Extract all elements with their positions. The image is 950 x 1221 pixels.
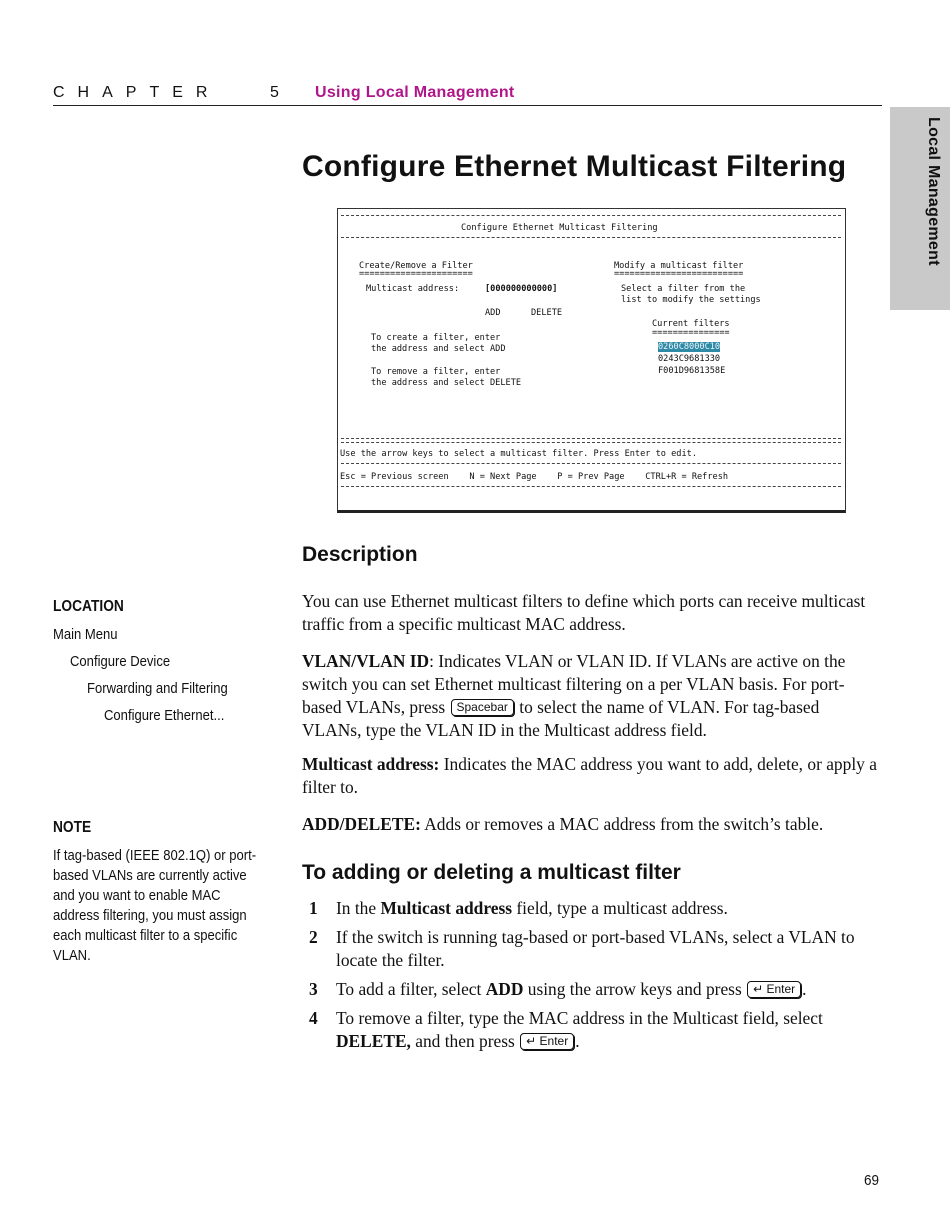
step-term: ADD — [485, 979, 524, 999]
step-number: 2 — [309, 927, 318, 947]
terminal-divider — [341, 463, 841, 464]
enter-key-label: Enter — [766, 982, 796, 996]
section-tab-label: Local Management — [925, 117, 942, 266]
multicast-term: Multicast address: — [302, 754, 440, 774]
location-item: Main Menu — [53, 627, 118, 643]
modify-help-line-1: Select a filter from the — [621, 284, 746, 294]
create-help-line-2: the address and select ADD — [371, 344, 506, 354]
step-number: 3 — [309, 979, 318, 999]
multicast-address-label: Multicast address: — [366, 284, 460, 294]
delete-button[interactable]: DELETE — [531, 308, 563, 318]
step-text: If the switch is running tag-based or port-based VLANs, select a VLAN to locate the filter. — [336, 927, 855, 970]
location-heading: LOCATION — [53, 598, 124, 615]
page-number: 69 — [864, 1172, 880, 1189]
vlan-text: : Indicates VLAN or VLAN ID. If VLANs are active on the switch you can set Ethernet multicast filtering on a per VLAN basis. For port-based VLANs, press — [302, 651, 846, 717]
step-text-part: To add a filter, select — [336, 979, 482, 999]
terminal-divider — [341, 237, 841, 238]
chapter-label: CHAPTER — [53, 84, 221, 101]
location-item: Configure Ethernet... — [104, 708, 225, 724]
filter-item[interactable]: F001D9681358E — [658, 366, 726, 376]
adddelete-term: ADD/DELETE: — [302, 814, 421, 834]
step-text-end: . — [802, 979, 807, 999]
section-tab — [890, 107, 950, 310]
terminal-screenshot — [337, 208, 846, 513]
chapter-title: Using Local Management — [315, 84, 515, 101]
step-number: 1 — [309, 898, 318, 918]
step-text-end: . — [575, 1031, 580, 1051]
multicast-address-field[interactable]: [000000000000] — [485, 284, 558, 294]
adddelete-paragraph — [302, 813, 882, 836]
heading-underline: ====================== — [359, 269, 473, 279]
page-title: Configure Ethernet Multicast Filtering — [302, 150, 847, 183]
step-text — [336, 1007, 884, 1053]
step-term: Multicast address — [380, 898, 513, 918]
enter-key-label: Enter — [539, 1034, 569, 1048]
step-term: DELETE, — [336, 1031, 411, 1051]
chapter-number: 5 — [270, 84, 279, 101]
step-text-part: using the arrow keys and press — [527, 979, 742, 999]
step-text-part: To remove a filter, type the MAC address in the Multicast field, select — [336, 1008, 823, 1028]
terminal-divider — [341, 215, 841, 216]
heading-underline: ========================= — [614, 269, 744, 279]
step-text-part: In the — [336, 898, 377, 918]
step-number: 4 — [309, 1008, 318, 1028]
step-text — [336, 897, 884, 920]
terminal-divider — [341, 438, 841, 443]
location-item: Configure Device — [70, 654, 171, 670]
step-text-part: field, type a multicast address. — [516, 898, 728, 918]
modify-help-line-2: list to modify the settings — [621, 295, 761, 305]
create-help-line-1: To create a filter, enter — [371, 333, 501, 343]
multicast-text: Indicates the MAC address you want to add, delete, or apply a filter to. — [302, 754, 877, 797]
location-item: Forwarding and Filtering — [87, 681, 228, 697]
terminal-instructions: Use the arrow keys to select a multicast filter. Press Enter to edit. — [340, 449, 697, 459]
filter-item[interactable]: 0243C9681330 — [658, 354, 721, 364]
description-heading: Description — [302, 543, 418, 566]
step-text-part: and then press — [415, 1031, 515, 1051]
remove-help-line-1: To remove a filter, enter — [371, 367, 501, 377]
create-remove-heading: Create/Remove a Filter — [359, 261, 473, 271]
terminal-footer: Esc = Previous screen N = Next Page P = Prev Page CTRL+R = Refresh — [340, 472, 729, 482]
description-intro: You can use Ethernet multicast filters to define which ports can receive multicast traffic from a specific multicast MAC address. — [302, 591, 866, 634]
steps-heading: To adding or deleting a multicast filter — [302, 861, 681, 884]
current-filters-label: Current filters — [652, 319, 730, 329]
vlan-text-cont: to select the name of VLAN. For tag-based VLANs, type the VLAN ID in the Multicast address field. — [302, 697, 820, 740]
heading-underline: =============== — [652, 328, 730, 338]
add-button[interactable]: ADD — [485, 308, 501, 318]
vlan-paragraph — [302, 650, 882, 742]
vlan-term: VLAN/VLAN ID — [302, 651, 430, 671]
terminal-divider — [341, 486, 841, 487]
spacebar-key-icon: Spacebar — [451, 699, 514, 716]
header-rule — [53, 105, 882, 106]
enter-key-icon: ↵ Enter — [520, 1033, 574, 1050]
note-heading: NOTE — [53, 819, 92, 836]
remove-help-line-2: the address and select DELETE — [371, 378, 522, 388]
filter-item-selected[interactable]: 0260C8000C10 — [658, 342, 721, 352]
multicast-paragraph — [302, 753, 882, 799]
enter-key-icon: ↵ Enter — [747, 981, 801, 998]
step-text — [336, 978, 884, 1001]
terminal-title: Configure Ethernet Multicast Filtering — [461, 223, 658, 233]
modify-filter-heading: Modify a multicast filter — [614, 261, 744, 271]
adddelete-text: Adds or removes a MAC address from the switch’s table. — [424, 814, 824, 834]
note-text: If tag-based (IEEE 802.1Q) or port-based VLANs are currently active and you want to enable MAC address filtering, you must assign each multicast filter to a specific VLAN. — [53, 848, 257, 964]
